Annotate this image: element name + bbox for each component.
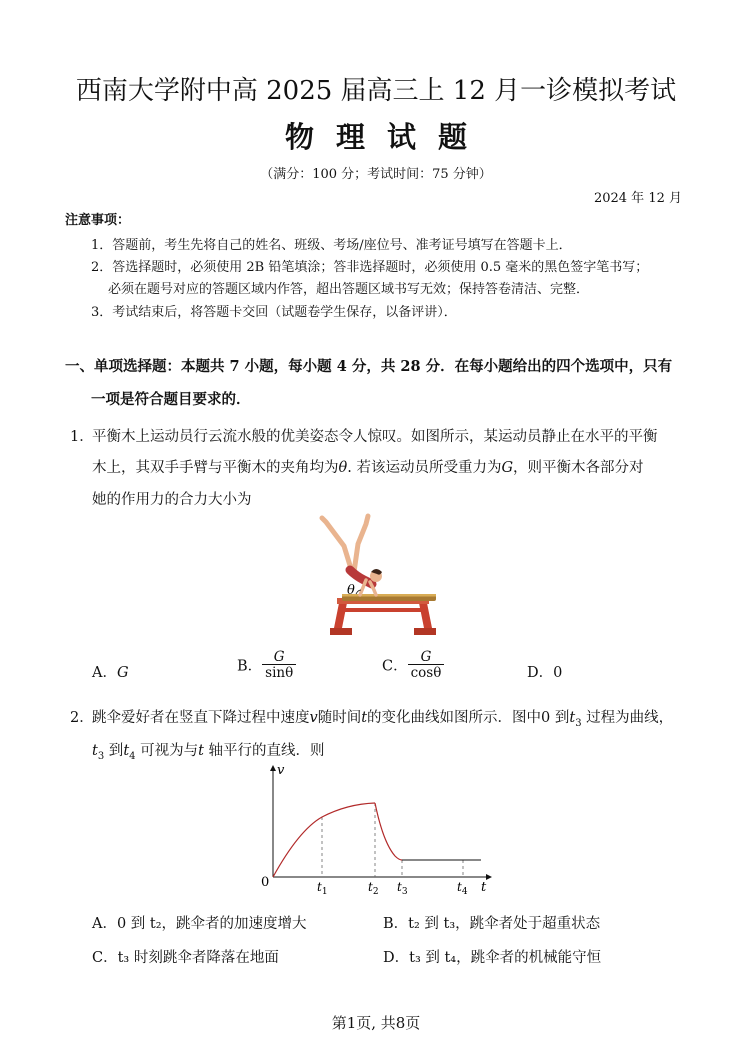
section-heading-line1: 一、单项选择题：本题共 7 小题，每小题 4 分，共 28 分．在每小题给出的四个选项中，只有 xyxy=(65,358,673,375)
q1-option-b[interactable]: B． $\frac{G}{\sin\theta}$ xyxy=(237,650,296,680)
q2-option-d[interactable]: D．t₃ 到 t₄，跳伞者的机械能守恒 xyxy=(383,950,602,966)
q1-line3: 她的作用力的合力大小为 xyxy=(92,492,252,508)
note-item-3: 3．考试结束后，将答题卡交回（试题卷学生保存，以备评讲）． xyxy=(91,305,457,320)
note-item-2-cont: 必须在题号对应的答题区域内作答，超出答题区域书写无效；保持答卷清洁、完整． xyxy=(108,282,590,297)
gymnast-leg-2 xyxy=(354,516,368,572)
q2-option-c[interactable]: C．t₃ 时刻跳伞者降落在地面 xyxy=(92,950,279,966)
beam-foot-left xyxy=(330,628,352,635)
velocity-time-graph xyxy=(255,760,500,900)
note-item-2: 2．答选择题时，必须使用 2B 铅笔填涂；答非选择题时，必须使用 0.5 毫米的黑色签字笔书写； xyxy=(91,260,649,275)
q1-option-c[interactable]: C． $\frac{G}{\cos\theta}$ xyxy=(382,650,444,680)
q1-option-a[interactable]: A．G xyxy=(92,665,129,681)
t-axis-label: t xyxy=(481,880,487,895)
q1-line1: 平衡木上运动员行云流水般的优美姿态令人惊叹。如图所示，某运动员静止在水平的平衡 xyxy=(92,429,658,445)
beam-top xyxy=(342,594,436,597)
subject-title: 物理试题 xyxy=(284,120,489,154)
page-footer: 第1页, 共8页 xyxy=(331,1014,421,1032)
accel-curve xyxy=(273,803,375,877)
balance-beam-figure xyxy=(300,510,450,645)
q1-option-d[interactable]: D．0 xyxy=(527,665,563,681)
q2-option-b[interactable]: B．t₂ 到 t₃，跳伞者处于超重状态 xyxy=(383,916,601,932)
t4-label: $t_4$ xyxy=(457,880,468,897)
t2-label: $t_2$ xyxy=(368,880,379,897)
q2-line2: $t_3$ 到$t_4$ 可视为与t 轴平行的直线．则 xyxy=(92,743,325,762)
section-heading-line2: 一项是符合题目要求的． xyxy=(91,391,251,408)
q2-line1: 跳伞爱好者在竖直下降过程中速度v随时间t的变化曲线如图所示．图中0 到$t_3$ 过程为曲线， xyxy=(92,710,674,729)
exam-title: 西南大学附中高 2025 届高三上 12 月一诊模拟考试 xyxy=(75,76,677,106)
theta-label: θ xyxy=(347,583,355,598)
v-axis-label: v xyxy=(277,763,285,778)
gymnast-leg-1 xyxy=(322,518,352,572)
q1-line2: 木上，其双手手臂与平衡木的夹角均为θ. 若该运动员所受重力为G，则平衡木各部分对 xyxy=(92,460,644,476)
notes-heading: 注意事项： xyxy=(65,213,131,228)
q2-option-a[interactable]: A．0 到 t₂，跳伞者的加速度增大 xyxy=(92,916,307,932)
score-info: （满分：100 分；考试时间：75 分钟） xyxy=(260,167,492,182)
q1-number: 1． xyxy=(70,429,94,445)
origin-label: 0 xyxy=(261,875,270,890)
exam-date: 2024 年 12 月 xyxy=(593,191,682,206)
beam-foot-right xyxy=(414,628,436,635)
decel-curve xyxy=(375,803,402,860)
q2-number: 2． xyxy=(70,710,94,726)
t3-label: $t_3$ xyxy=(397,880,408,897)
note-item-1: 1．答题前，考生先将自己的姓名、班级、考场/座位号、准考证号填写在答题卡上． xyxy=(91,238,572,253)
t1-label: $t_1$ xyxy=(317,880,328,897)
